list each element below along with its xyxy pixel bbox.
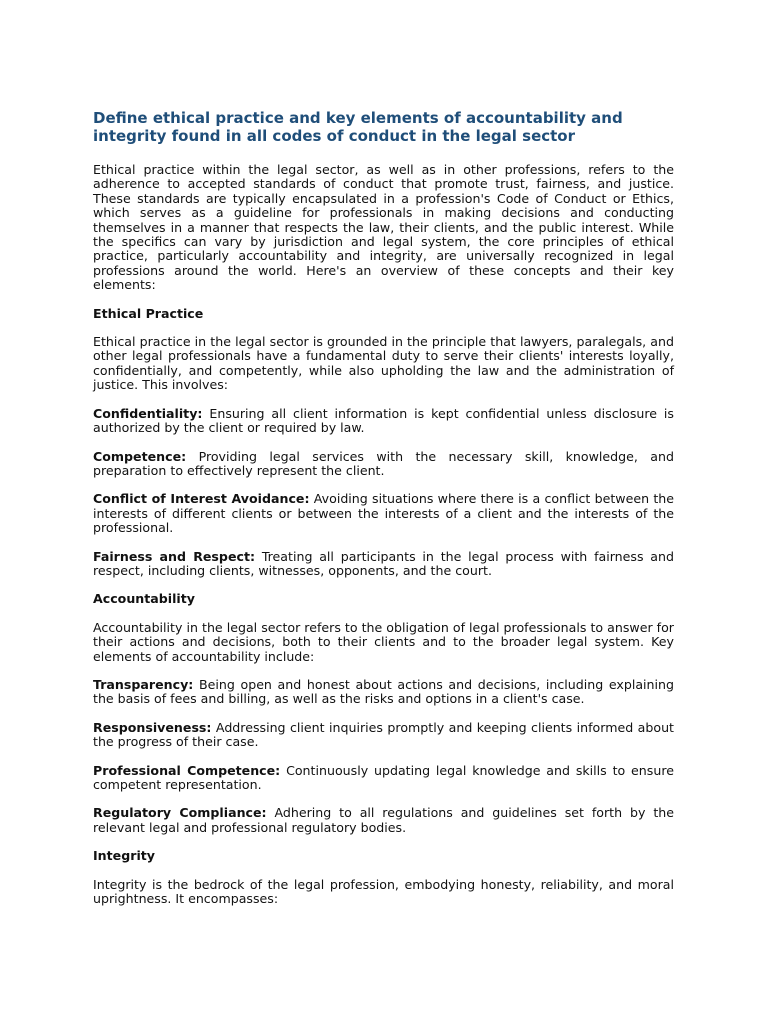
item-text: Being open and honest about actions and decisions, including explaining the basis of fees and billing, as well as the risks and options in a client's case. [93,676,674,707]
document-title: Define ethical practice and key elements of accountability and integrity found in all codes of conduct in the legal sector [93,109,623,145]
section-heading-integrity: Integrity [93,848,155,864]
ethical-item-confidentiality [93,407,674,436]
item-term: Transparency: [93,676,194,692]
ethical-item-competence [93,450,674,479]
item-text: Treating all participants in the legal process with fairness and respect, including clients, witnesses, opponents, and the court. [93,548,674,578]
item-term: Competence: [93,448,187,464]
item-text: Avoiding situations where there is a conflict between the interests of different clients or between the interests of a client and the interests of the professional. [93,491,674,536]
ethical-item-conflict-of-interest [93,492,674,535]
section-heading-ethical-practice: Ethical Practice [93,305,204,321]
ethical-item-fairness [93,550,674,579]
item-term: Regulatory Compliance: [93,805,267,821]
accountability-intro: Accountability in the legal sector refers to the obligation of legal professionals to answer for their actions and decisions, both to their clients and to the broader legal system. Key elements of accountability include: [93,619,674,664]
ethical-practice-intro: Ethical practice in the legal sector is grounded in the principle that lawyers, paralegals, and other legal professionals have a fundamental duty to serve their clients' interests loyally, confidentially, and competently, while also upholding the law and the administration of justice. This involves: [93,334,674,393]
item-text: Addressing client inquiries promptly and keeping clients informed about the progress of their case. [93,719,674,750]
item-term: Confidentiality: [93,405,203,421]
item-text: Continuously updating legal knowledge and skills to ensure competent representation. [93,762,674,792]
item-text: Providing legal services with the necessary skill, knowledge, and preparation to effectively represent the client. [93,448,674,478]
item-text: Ensuring all client information is kept confidential unless disclosure is authorized by the client or required by law. [93,405,674,436]
section-heading-accountability: Accountability [93,591,195,607]
item-term: Fairness and Respect: [93,548,256,564]
accountability-item-responsiveness [93,721,674,750]
intro-paragraph: Ethical practice within the legal sector, as well as in other professions, refers to the adherence to accepted standards of conduct that promote trust, fairness, and justice. These standards are typically encapsulated in a profession's Code of Conduct or Ethics, which serves as a guideline for professionals in making decisions and conducting themselves in a manner that respects the law, their clients, and the public interest. While the specifics can vary by jurisdiction and legal system, the core principles of ethical practice, particularly accountability and integrity, are universally recognized in legal professions around the world. Here's an overview of these concepts and their key elements: [93,162,674,293]
item-term: Responsiveness: [93,719,212,735]
accountability-item-professional-competence [93,764,674,793]
accountability-item-regulatory-compliance [93,806,674,835]
document-page [93,106,674,920]
integrity-intro: Integrity is the bedrock of the legal profession, embodying honesty, reliability, and moral uprightness. It encompasses: [93,876,674,907]
item-term: Professional Competence: [93,762,281,778]
accountability-item-transparency [93,678,674,707]
item-term: Conflict of Interest Avoidance: [93,491,310,507]
item-text: Adhering to all regulations and guidelines set forth by the relevant legal and professional regulatory bodies. [93,805,674,835]
